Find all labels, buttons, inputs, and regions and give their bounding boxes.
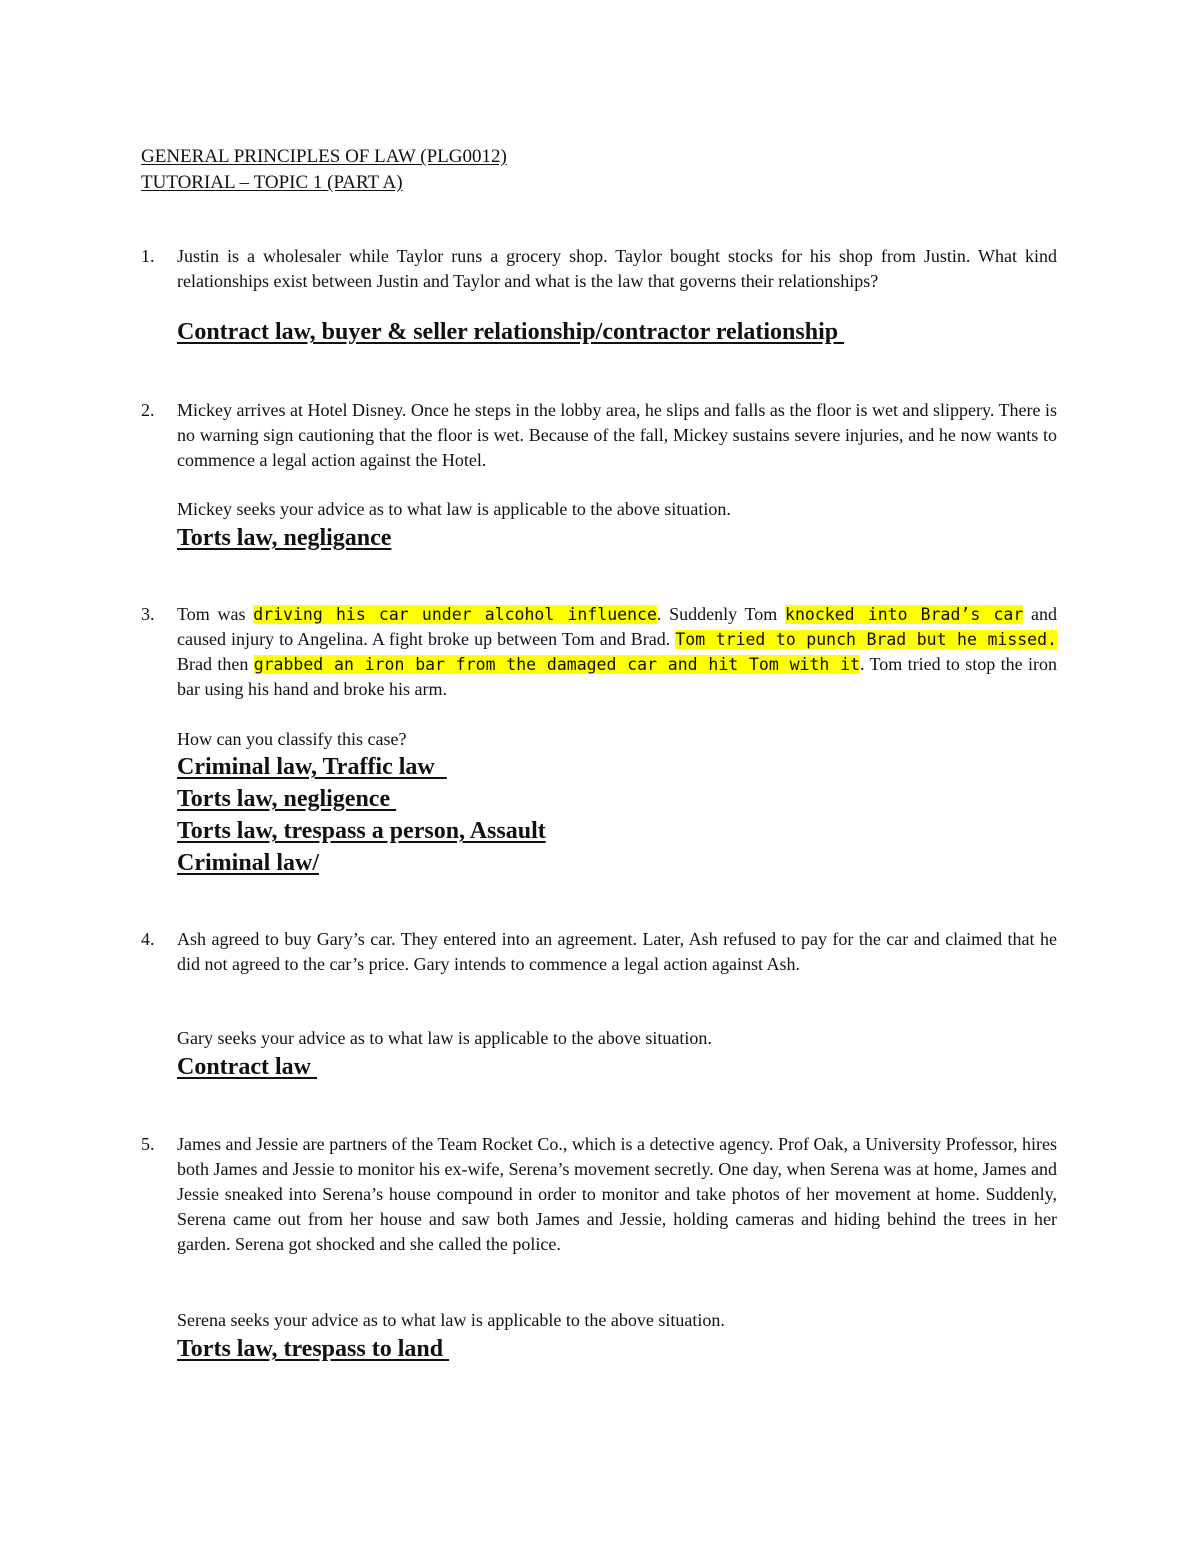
question-number: 3. [141,604,155,624]
question-prompt: Serena seeks your advice as to what law is applicable to the above situation. [177,1310,725,1330]
question-prompt: Mickey seeks your advice as to what law is applicable to the above situation. [177,499,731,519]
question-1 [141,244,1057,294]
document-subtitle: TUTORIAL – TOPIC 1 (PART A) [141,172,403,193]
answer-4: Contract law [177,1054,317,1080]
question-text: Ash agreed to buy Gary’s car. They entered into an agreement. Later, Ash refused to pay for the car and claimed that he did not agreed to the car’s price. Gary intends to commence a legal action against Ash. [177,929,1057,974]
text-segment: and caused injury to Angelina. A fight broke up between Tom and Brad. [177,604,1058,649]
answer-5: Torts law, trespass to land [177,1336,450,1362]
question-number: 4. [141,929,155,949]
document-title: GENERAL PRINCIPLES OF LAW (PLG0012) [141,146,507,167]
question-prompt: Gary seeks your advice as to what law is applicable to the above situation. [177,1028,712,1048]
text-segment: Brad then [177,654,254,674]
text-segment: Tom was [177,604,254,624]
question-number: 5. [141,1134,155,1154]
question-4 [141,927,1057,977]
answer-1: Contract law, buyer & seller relationship/contractor relationship [177,319,845,345]
answer-3a: Criminal law, Traffic law [177,754,447,780]
question-5 [141,1132,1057,1257]
question-text: Justin is a wholesaler while Taylor runs a grocery shop. Taylor bought stocks for his shop from Justin. What kind relationships exist between Justin and Taylor and what is the law that governs their relationships? [177,246,1057,291]
question-prompt: How can you classify this case? [177,729,407,749]
highlighted-text: driving his car under alcohol influence [253,605,657,624]
highlighted-text: grabbed an iron bar from the damaged car and hit Tom with it [253,655,860,674]
question-3 [141,602,1057,702]
answer-2: Torts law, negligance [177,525,392,551]
text-segment: . Suddenly Tom [656,604,786,624]
answer-3b: Torts law, negligence [177,786,397,812]
question-text: James and Jessie are partners of the Team Rocket Co., which is a detective agency. Prof Oak, a University Professor, hires both James and Jessie to monitor his ex-wife, Serena’s movement secretly. One day, when Serena was at home, James and Jessie sneaked into Serena’s house compound in order to monitor and take photos of her movement at home. Suddenly, Serena came out from her house and saw both James and Jessie, holding cameras and hiding behind the trees in her garden. Serena got shocked and she called the police. [177,1134,1057,1254]
question-2 [141,398,1057,473]
answer-3c: Torts law, trespass a person, Assault [177,818,546,844]
question-number: 1. [141,246,155,266]
question-text: Mickey arrives at Hotel Disney. Once he steps in the lobby area, he slips and falls as the floor is wet and slippery. There is no warning sign cautioning that the floor is wet. Because of the fall, Mickey sustains severe injuries, and he now wants to commence a legal action against the Hotel. [177,400,1057,470]
question-text [177,602,1057,702]
question-number: 2. [141,400,155,420]
answer-3d: Criminal law/ [177,850,319,876]
highlighted-text: knocked into Brad’s car [785,605,1024,624]
text-segment: . Tom tried to stop the iron bar using his hand and broke his arm. [177,654,1057,699]
highlighted-text: Tom tried to punch Brad but he missed. [675,630,1057,649]
